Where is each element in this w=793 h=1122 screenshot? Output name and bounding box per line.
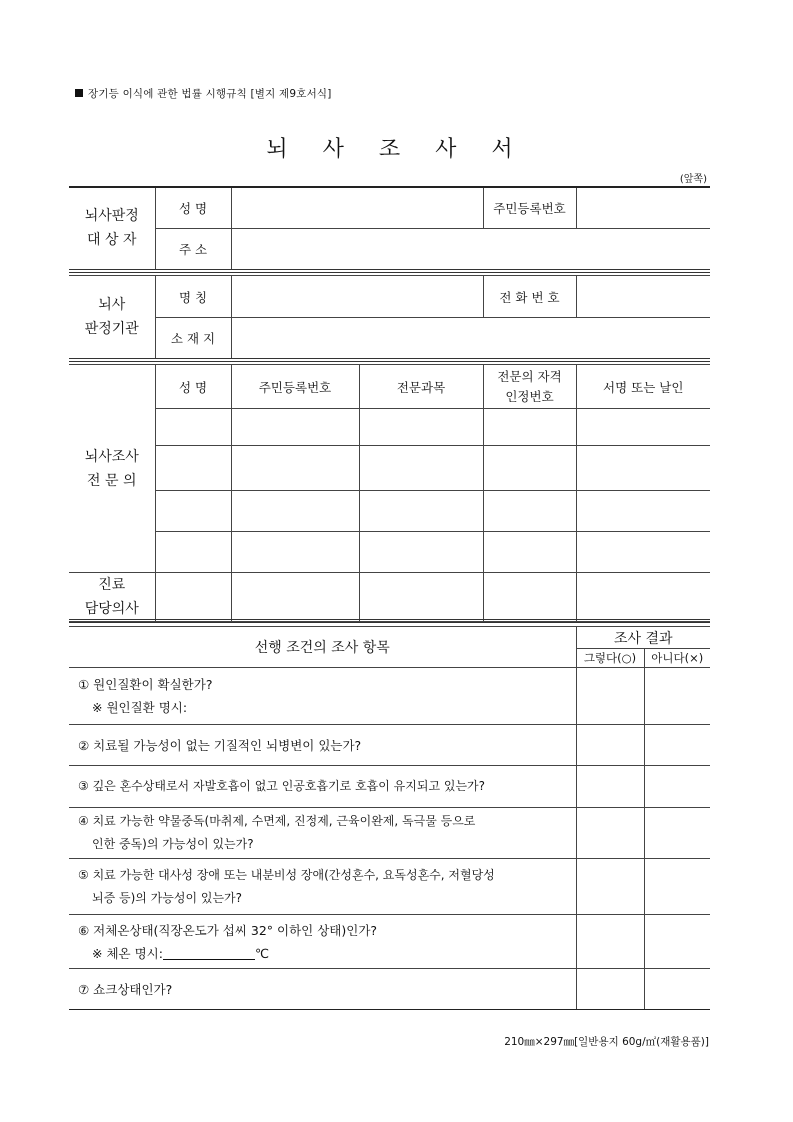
- page-side-label: (앞쪽): [679, 174, 707, 185]
- item-4-no-cell[interactable]: [644, 808, 710, 859]
- table-row: [69, 491, 710, 532]
- item-2-text: ② 치료될 가능성이 없는 기질적인 뇌병변이 있는가?: [78, 737, 362, 753]
- specialist-sign-cell[interactable]: [576, 409, 710, 446]
- item-1: [69, 668, 576, 725]
- item-1-yes-cell[interactable]: [576, 668, 644, 725]
- item-6-note: ※ 체온 명시:: [92, 945, 163, 961]
- specialist-rrn-cell[interactable]: [231, 446, 359, 491]
- item-2: [69, 725, 576, 766]
- subject-rrn-label: 주민등록번호: [483, 187, 576, 228]
- item-6-yes-cell[interactable]: [576, 915, 644, 969]
- table-row: [69, 725, 710, 766]
- item-7-yes-cell[interactable]: [576, 969, 644, 1010]
- specialists-table: [69, 364, 710, 622]
- item-3-text: ③ 깊은 혼수상태로서 자발호흡이 없고 인공호흡기로 호흡이 유지되고 있는가?: [78, 779, 485, 793]
- item-2-no-cell[interactable]: [644, 725, 710, 766]
- page-title: 뇌 사 조 사 서: [266, 137, 527, 162]
- col-cert-line1: 전문의 자격: [497, 368, 562, 384]
- specialist-name-cell[interactable]: [155, 446, 231, 491]
- item-1-no-cell[interactable]: [644, 668, 710, 725]
- table-row: [69, 532, 710, 573]
- item-4-text: ④ 치료 가능한 약물중독(마취제, 수면제, 진정제, 근육이완제, 독극물 등으로: [78, 814, 476, 828]
- item-7-no-cell[interactable]: [644, 969, 710, 1010]
- subject-table: [69, 186, 710, 270]
- item-1-note: ※ 원인질환 명시:: [92, 700, 188, 715]
- table-row: [69, 766, 710, 808]
- institution-name-field[interactable]: [231, 276, 483, 318]
- square-bullet-icon: [75, 89, 83, 97]
- item-4: [69, 808, 576, 859]
- specialists-section-label: [69, 365, 155, 573]
- no-column-header: 아니다(×): [644, 649, 710, 668]
- result-header: 조사 결과: [576, 627, 710, 649]
- subject-address-field[interactable]: [231, 228, 710, 269]
- attending-label-line1: 진료: [98, 577, 126, 593]
- attending-name-cell[interactable]: [155, 573, 231, 622]
- item-5-text: ⑤ 치료 가능한 대사성 장애 또는 내분비성 장애(간성혼수, 요독성혼수, 저혈당성: [78, 867, 495, 882]
- table-row: [69, 859, 710, 915]
- item-3-no-cell[interactable]: [644, 766, 710, 808]
- specialist-field-cell[interactable]: [359, 446, 483, 491]
- specialist-cert-cell[interactable]: [483, 491, 576, 532]
- specialist-rrn-cell[interactable]: [231, 532, 359, 573]
- specialist-name-cell[interactable]: [155, 491, 231, 532]
- item-6: [69, 915, 576, 969]
- item-3: [69, 766, 576, 808]
- table-row: [69, 969, 710, 1010]
- specialist-rrn-cell[interactable]: [231, 409, 359, 446]
- specialist-sign-cell[interactable]: [576, 491, 710, 532]
- subject-name-label: 성 명: [155, 187, 231, 228]
- col-rrn-header: 주민등록번호: [231, 365, 359, 409]
- specialist-field-cell[interactable]: [359, 409, 483, 446]
- subject-rrn-field[interactable]: [576, 187, 710, 228]
- section-divider: [69, 269, 710, 273]
- col-name-header: 성 명: [155, 365, 231, 409]
- item-6-no-cell[interactable]: [644, 915, 710, 969]
- attending-sign-cell[interactable]: [576, 573, 710, 622]
- institution-phone-field[interactable]: [576, 276, 710, 318]
- col-field-header: 전문과목: [359, 365, 483, 409]
- institution-section-label: [69, 276, 155, 359]
- item-5-no-cell[interactable]: [644, 859, 710, 915]
- item-1-text: ① 원인질환이 확실한가?: [78, 677, 213, 692]
- item-5: [69, 859, 576, 915]
- table-row: [69, 915, 710, 969]
- investigation-table: [69, 626, 710, 1010]
- specialist-rrn-cell[interactable]: [231, 491, 359, 532]
- specialist-sign-cell[interactable]: [576, 446, 710, 491]
- institution-location-field[interactable]: [231, 318, 710, 359]
- subject-section-line1: 뇌사판정: [84, 208, 139, 225]
- subject-address-label: 주 소: [155, 228, 231, 269]
- specialist-field-cell[interactable]: [359, 491, 483, 532]
- institution-section-line2: 판정기관: [84, 321, 139, 337]
- section-divider: [69, 358, 710, 362]
- item-5-yes-cell[interactable]: [576, 859, 644, 915]
- institution-name-label: 명 칭: [155, 276, 231, 318]
- item-4-yes-cell[interactable]: [576, 808, 644, 859]
- specialists-section-line2: 전 문 의: [87, 472, 137, 489]
- temperature-blank[interactable]: [163, 947, 255, 960]
- specialists-section-line1: 뇌사조사: [84, 448, 139, 465]
- celsius-unit: ℃: [254, 945, 269, 961]
- specialist-sign-cell[interactable]: [576, 532, 710, 573]
- subject-name-field[interactable]: [231, 187, 483, 228]
- specialist-cert-cell[interactable]: [483, 532, 576, 573]
- form-header-text: 장기등 이식에 관한 법률 시행규칙 [별지 제9호서식]: [88, 88, 332, 100]
- institution-table: [69, 275, 710, 359]
- section-divider: [69, 619, 710, 623]
- specialist-cert-cell[interactable]: [483, 409, 576, 446]
- table-row: [69, 409, 710, 446]
- col-sign-header: 서명 또는 날인: [576, 365, 710, 409]
- item-3-yes-cell[interactable]: [576, 766, 644, 808]
- specialist-name-cell[interactable]: [155, 409, 231, 446]
- attending-field-cell[interactable]: [359, 573, 483, 622]
- table-row: [69, 668, 710, 725]
- specialist-field-cell[interactable]: [359, 532, 483, 573]
- item-5-text-cont: 뇌증 등)의 가능성이 있는가?: [92, 890, 243, 905]
- col-cert-header: [483, 365, 576, 409]
- item-7: [69, 969, 576, 1010]
- col-cert-line2: 인정번호: [505, 388, 554, 404]
- attending-rrn-cell[interactable]: [231, 573, 359, 622]
- item-7-text: ⑦ 쇼크상태인가?: [78, 981, 173, 997]
- yes-column-header: 그렇다(○): [576, 649, 644, 668]
- item-4-text-cont: 인한 중독)의 가능성이 있는가?: [92, 837, 254, 851]
- specialist-cert-cell[interactable]: [483, 446, 576, 491]
- attending-cert-cell[interactable]: [483, 573, 576, 622]
- institution-section-line1: 뇌사: [98, 297, 126, 313]
- attending-label: [69, 573, 155, 622]
- institution-location-label: 소 재 지: [155, 318, 231, 359]
- table-row: [69, 808, 710, 859]
- paper-spec-footer: 210㎜×297㎜[일반용지 60g/㎡(재활용품)]: [504, 1036, 709, 1048]
- table-row: [69, 573, 710, 622]
- table-row: [69, 446, 710, 491]
- items-header: 선행 조건의 조사 항목: [69, 627, 576, 668]
- attending-label-line2: 담당의사: [84, 601, 139, 617]
- subject-section-line2: 대 상 자: [87, 232, 137, 249]
- item-6-text: ⑥ 저체온상태(직장온도가 섭씨 32° 이하인 상태)인가?: [78, 922, 378, 938]
- item-2-yes-cell[interactable]: [576, 725, 644, 766]
- form-header: [75, 86, 332, 101]
- subject-section-label: [69, 187, 155, 269]
- institution-phone-label: 전 화 번 호: [483, 276, 576, 318]
- specialist-name-cell[interactable]: [155, 532, 231, 573]
